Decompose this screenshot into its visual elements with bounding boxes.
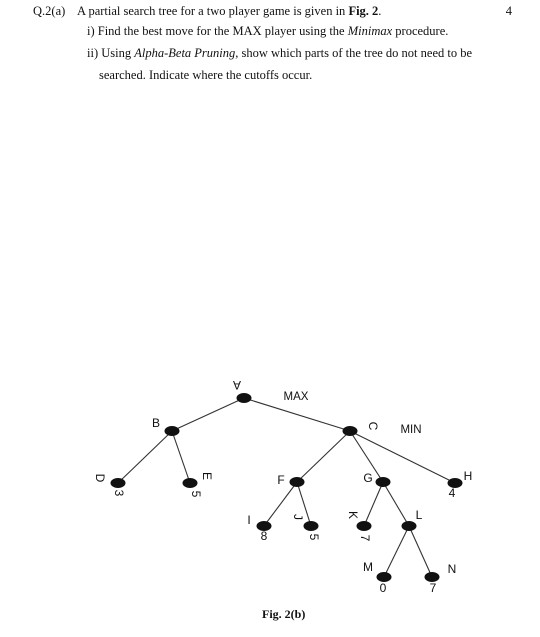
tree-edge-b-d	[118, 431, 172, 483]
part-i-emphasis: Minimax	[347, 24, 393, 38]
node-value-e: 5	[188, 490, 203, 498]
question-number: Q.2(a)	[33, 4, 66, 18]
node-label-e: E	[199, 471, 214, 481]
node-label-b: B	[151, 416, 161, 431]
part-i-suffix: procedure.	[392, 24, 449, 38]
node-label-h: H	[463, 469, 473, 484]
tree-edge-c-f	[297, 431, 350, 482]
part-ii-emphasis: Alpha-Beta Pruning	[134, 46, 236, 60]
figure-reference: Fig. 2	[348, 4, 379, 18]
marks: 4	[505, 4, 512, 18]
question-text-prefix: A partial search tree for a two player game is given in	[77, 4, 349, 18]
node-label-f: F	[277, 473, 285, 488]
node-label-a: A	[232, 377, 242, 392]
node-value-j: 5	[306, 533, 321, 541]
tree-node-j	[304, 521, 319, 531]
tree-edge-g-k	[364, 482, 383, 526]
node-label-n: N	[447, 562, 457, 577]
tree-edge-g-l	[383, 482, 409, 526]
part-ii-suffix: , show which parts of the tree do not need to be	[235, 46, 473, 60]
node-label-m: M	[363, 560, 373, 575]
node-label-l: L	[415, 508, 423, 523]
node-label-k: K	[345, 510, 360, 520]
tree-node-g	[376, 477, 391, 487]
part-ii-prefix: ii) Using	[87, 46, 135, 60]
node-value-d: 3	[111, 489, 126, 497]
tree-edge-l-m	[384, 526, 409, 577]
node-value-i: 8	[260, 529, 268, 544]
node-value-h: 4	[448, 486, 456, 501]
tree-node-d	[111, 478, 126, 488]
node-value-k: 7	[357, 534, 372, 542]
node-value-m: 0	[379, 581, 387, 596]
node-label-c: C	[365, 421, 380, 431]
node-label-i: I	[247, 513, 251, 528]
tree-node-l	[402, 521, 417, 531]
part-ii-continuation: searched. Indicate where the cutoffs occur.	[99, 68, 313, 82]
tree-edge-a-b	[172, 398, 244, 431]
tree-node-k	[357, 521, 372, 531]
node-label-j: J	[290, 514, 305, 520]
tree-node-a	[237, 393, 252, 403]
part-i-prefix: i) Find the best move for the MAX player using the	[87, 24, 348, 38]
tree-edge-b-e	[172, 431, 190, 483]
tree-node-b	[165, 426, 180, 436]
node-value-n: 7	[429, 581, 437, 596]
figure-caption: Fig. 2(b)	[262, 607, 306, 621]
min-level-label: MIN	[400, 424, 422, 437]
question-text-suffix: .	[378, 4, 382, 18]
tree-edge-l-n	[409, 526, 432, 577]
node-label-d: D	[92, 473, 107, 483]
tree-node-c	[343, 426, 358, 436]
tree-node-e	[183, 478, 198, 488]
tree-node-f	[290, 477, 305, 487]
node-label-g: G	[363, 471, 373, 486]
max-level-label: MAX	[283, 391, 309, 404]
